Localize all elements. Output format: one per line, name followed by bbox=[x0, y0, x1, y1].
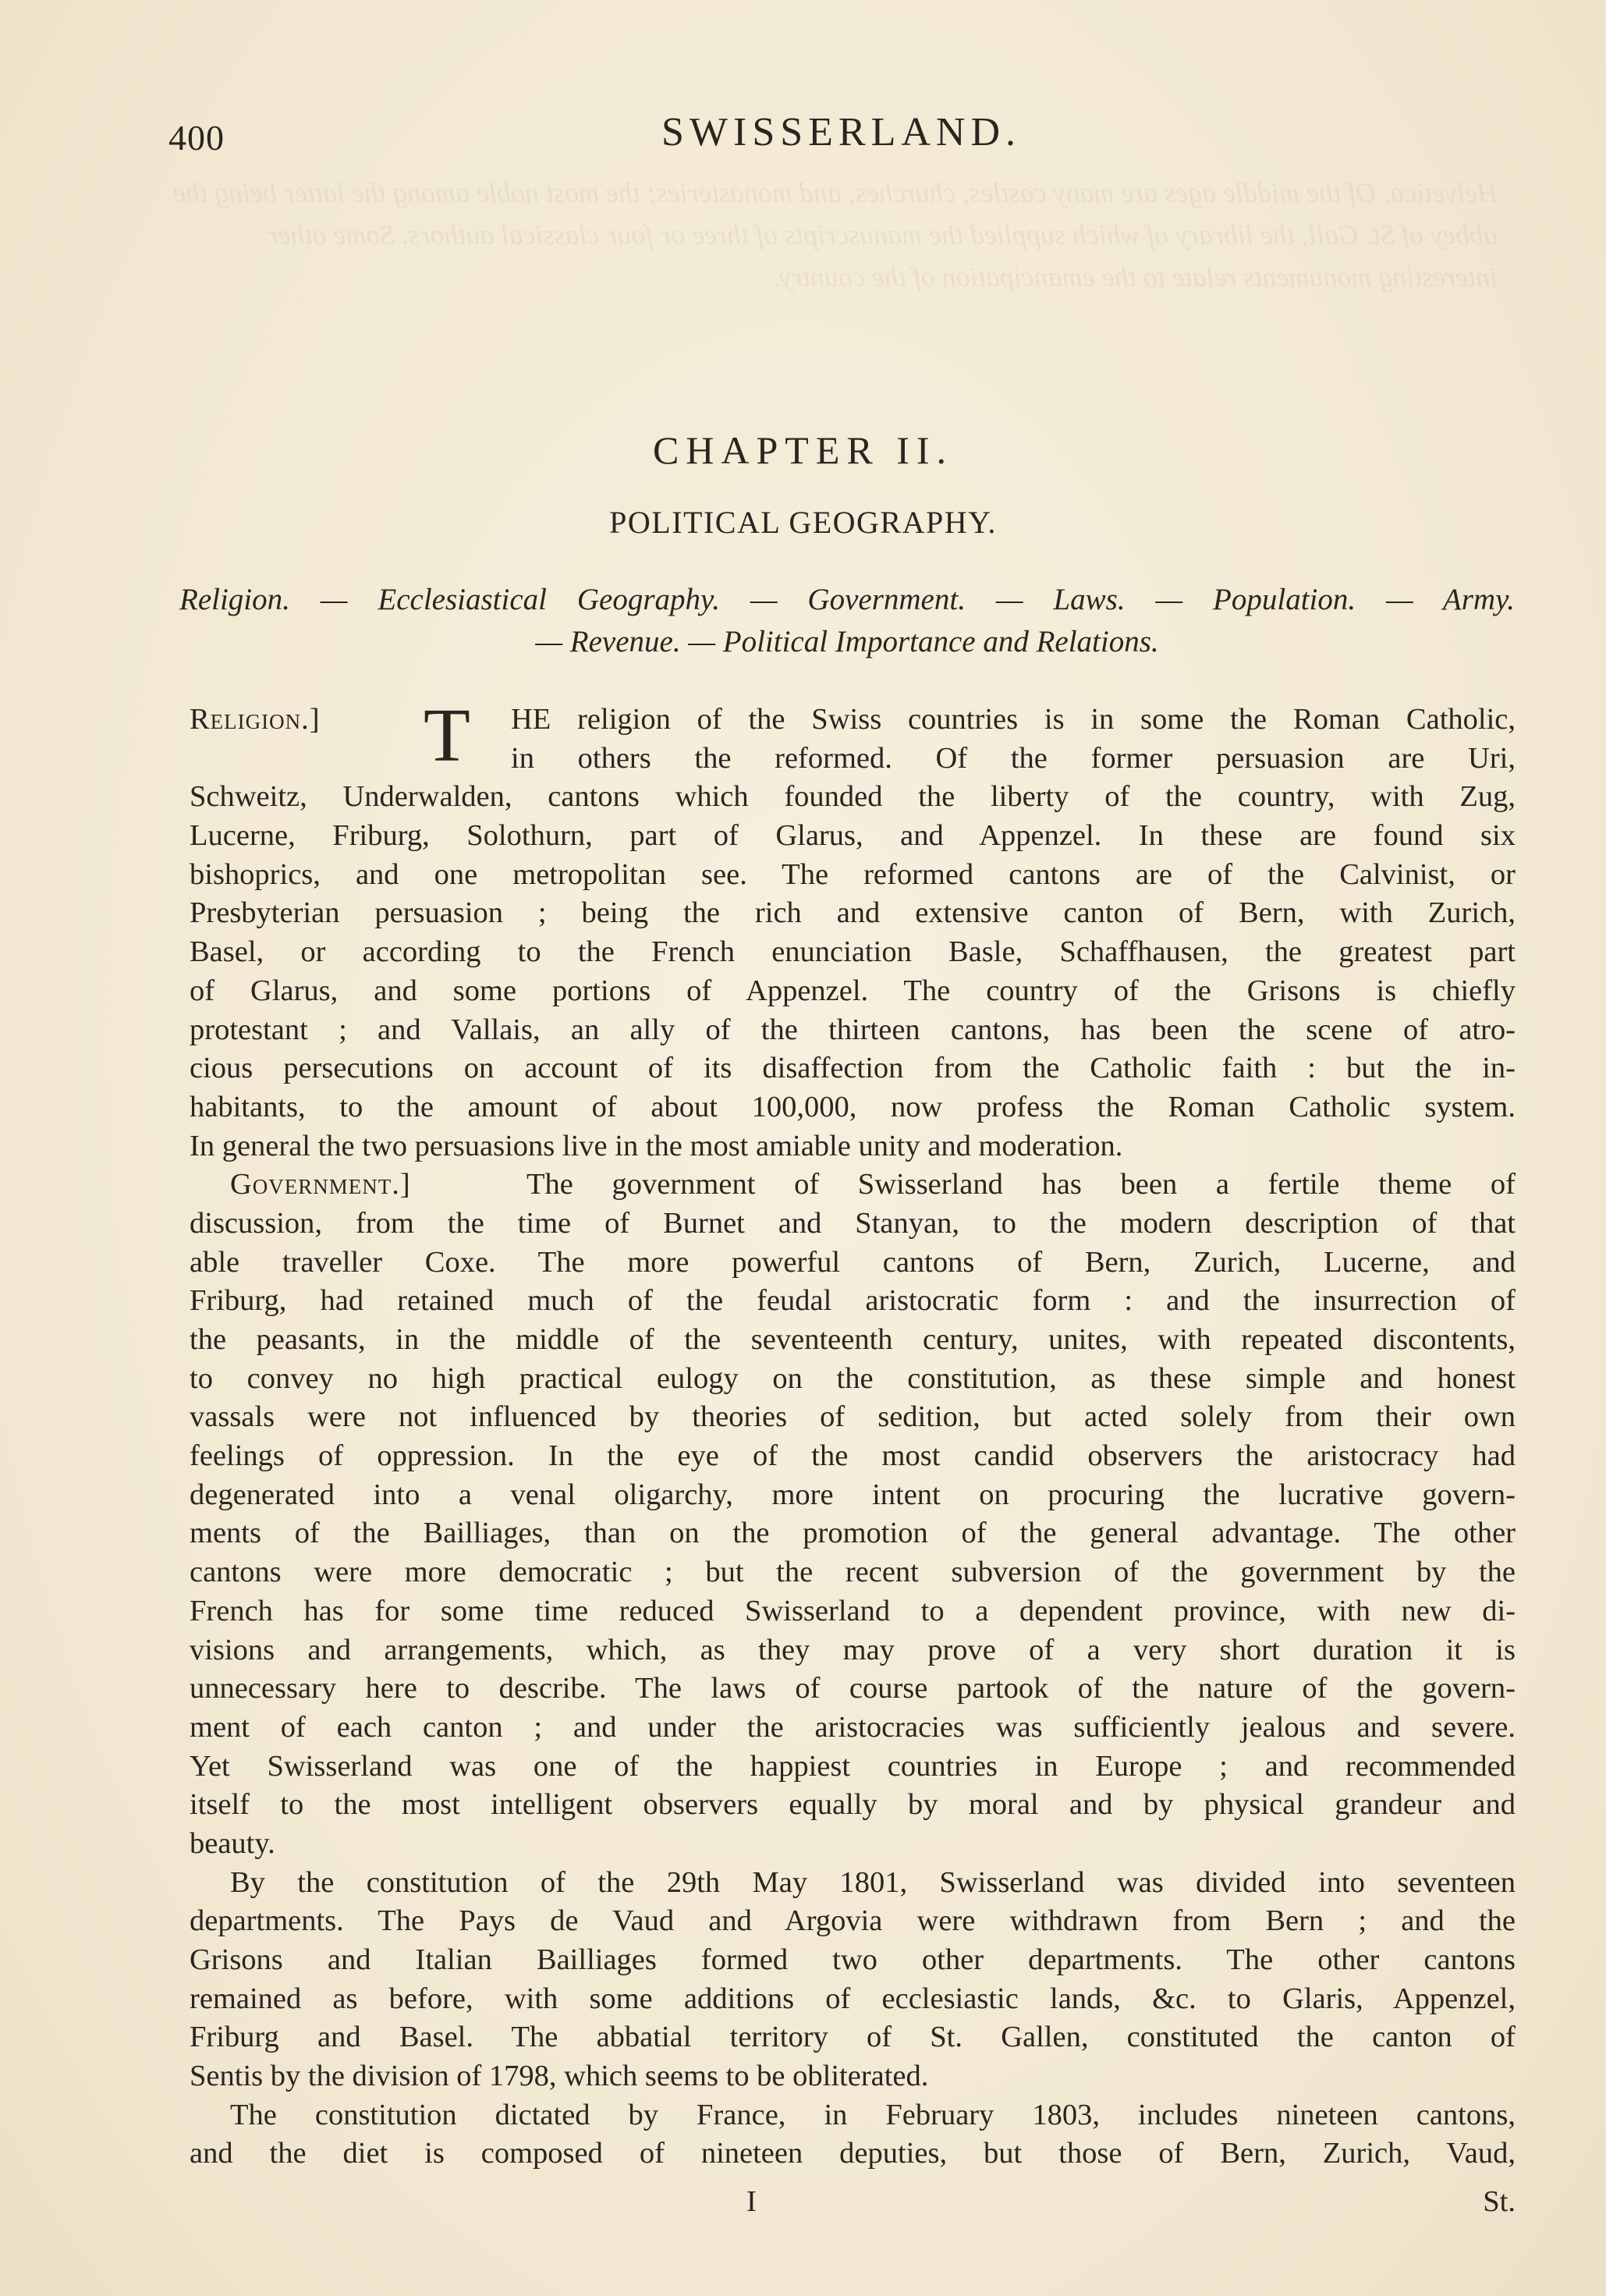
text-line: The constitution dictated by France, in February 1803, includes nineteen cantons, bbox=[230, 2098, 1516, 2131]
text-line: ment of each canton ; and under the aristocracies was sufficiently jealous and severe. bbox=[190, 1710, 1516, 1744]
text-line: ments of the Bailliages, than on the promotion of the general advantage. The other bbox=[190, 1517, 1516, 1550]
text-line: protestant ; and Vallais, an ally of the thirteen cantons, has been the scene of atro- bbox=[190, 1013, 1516, 1046]
text-line: In general the two persuasions live in the most amiable unity and moderation. bbox=[190, 1129, 1123, 1162]
text-line: the peasants, in the middle of the seventeenth century, unites, with repeated discontents, bbox=[190, 1323, 1516, 1357]
signature-mark: I bbox=[746, 2185, 757, 2218]
text-line: beauty. bbox=[190, 1826, 275, 1860]
body-text bbox=[190, 694, 1516, 2174]
side-heading: Religion.] bbox=[190, 703, 321, 736]
text-line: Lucerne, Friburg, Solothurn, part of Glarus, and Appenzel. In these are found six bbox=[190, 819, 1516, 853]
section-title: POLITICAL GEOGRAPHY. bbox=[609, 505, 997, 540]
text-line: Presbyterian persuasion ; being the rich and extensive canton of Bern, with Zurich, bbox=[190, 896, 1516, 930]
text-line: itself to the most intelligent observers equally by moral and by physical grandeur and bbox=[190, 1788, 1516, 1822]
side-heading: Government.] bbox=[230, 1168, 411, 1201]
summary-line: Religion. — Ecclesiastical Geography. — Government. — Laws. — Population. — Army. bbox=[179, 583, 1515, 616]
text-line: unnecessary here to describe. The laws of course partook of the nature of the govern- bbox=[190, 1672, 1516, 1705]
paragraph-government bbox=[190, 1166, 1516, 1863]
paragraph-constitution-1803 bbox=[190, 2096, 1516, 2174]
catchword: St. bbox=[1483, 2185, 1516, 2218]
text-line: cantons were more democratic ; but the recent subversion of the government by the bbox=[190, 1556, 1516, 1589]
text-line: French has for some time reduced Swisserland to a dependent province, with new di- bbox=[190, 1594, 1516, 1627]
text-line: Basel, or according to the French enunciation Basle, Schaffhausen, the greatest part bbox=[190, 935, 1516, 969]
text-line: Friburg, had retained much of the feudal aristocratic form : and the insurrection of bbox=[190, 1284, 1516, 1318]
text-line: able traveller Coxe. The more powerful cantons of Bern, Zurich, Lucerne, and bbox=[190, 1245, 1516, 1279]
text-line: and the diet is composed of nineteen deputies, but those of Bern, Zurich, Vaud, bbox=[190, 2137, 1516, 2170]
chapter-title: CHAPTER II. bbox=[652, 428, 954, 472]
text-line: Schweitz, Underwalden, cantons which founded the liberty of the country, with Zug, bbox=[190, 780, 1516, 814]
paragraph-religion bbox=[190, 694, 1516, 1166]
text-line: degenerated into a venal oligarchy, more intent on procuring the lucrative govern- bbox=[190, 1478, 1516, 1511]
text-line: to convey no high practical eulogy on the constitution, as these simple and honest bbox=[190, 1361, 1516, 1395]
text-line: feelings of oppression. In the eye of the most candid observers the aristocracy had bbox=[190, 1439, 1516, 1473]
text-line: bishoprics, and one metropolitan see. The reformed cantons are of the Calvinist, or bbox=[190, 857, 1516, 891]
text-line: cious persecutions on account of its disaffection from the Catholic faith : but the in- bbox=[190, 1052, 1516, 1085]
paragraph-constitution-1801 bbox=[190, 1864, 1516, 2096]
text-line: By the constitution of the 29th May 1801, Swisserland was divided into seventeen bbox=[230, 1865, 1516, 1899]
text-line: Grisons and Italian Bailliages formed two other departments. The other cantons bbox=[190, 1943, 1516, 1977]
page-footer bbox=[190, 2184, 1516, 2223]
text-line: The government of Swisserland has been a fertile theme of bbox=[526, 1168, 1516, 1201]
summary-line: — Revenue. — Political Importance and Relations. bbox=[535, 625, 1159, 658]
text-line: in others the reformed. Of the former persuasion are Uri, bbox=[511, 741, 1516, 775]
show-through-text: Helvetica. Of the middle ages are many castles, churches, and monasteries; the most noble among the latter being the abbey of St. Gall, the library of which supplied the manuscripts of three or four classical authors. Some other interesting monuments relate to the emancipation of the country. bbox=[173, 177, 1498, 293]
text-line: vassals were not influenced by theories of sedition, but acted solely from their own bbox=[190, 1400, 1516, 1434]
chapter-summary bbox=[179, 579, 1515, 663]
drop-cap: T bbox=[424, 694, 470, 778]
running-title: SWISSERLAND. bbox=[661, 110, 1022, 154]
text-line: HE religion of the Swiss countries is in some the Roman Catholic, bbox=[511, 703, 1516, 736]
text-line: Sentis by the division of 1798, which seems to be obliterated. bbox=[190, 2060, 929, 2093]
text-line: Yet Swisserland was one of the happiest countries in Europe ; and recommended bbox=[190, 1749, 1516, 1783]
text-line: of Glarus, and some portions of Appenzel. The country of the Grisons is chiefly bbox=[190, 974, 1516, 1007]
text-line: discussion, from the time of Burnet and Stanyan, to the modern description of that bbox=[190, 1206, 1516, 1240]
page-number: 400 bbox=[168, 118, 225, 158]
text-line: habitants, to the amount of about 100,000, now profess the Roman Catholic system. bbox=[190, 1090, 1516, 1123]
text-line: visions and arrangements, which, as they may prove of a very short duration it is bbox=[190, 1633, 1516, 1666]
text-line: remained as before, with some additions of ecclesiastic lands, &c. to Glaris, Appenzel, bbox=[190, 1982, 1516, 2015]
text-line: Friburg and Basel. The abbatial territory of St. Gallen, constituted the canton of bbox=[190, 2021, 1516, 2054]
text-line: departments. The Pays de Vaud and Argovia were withdrawn from Bern ; and the bbox=[190, 1904, 1516, 1938]
